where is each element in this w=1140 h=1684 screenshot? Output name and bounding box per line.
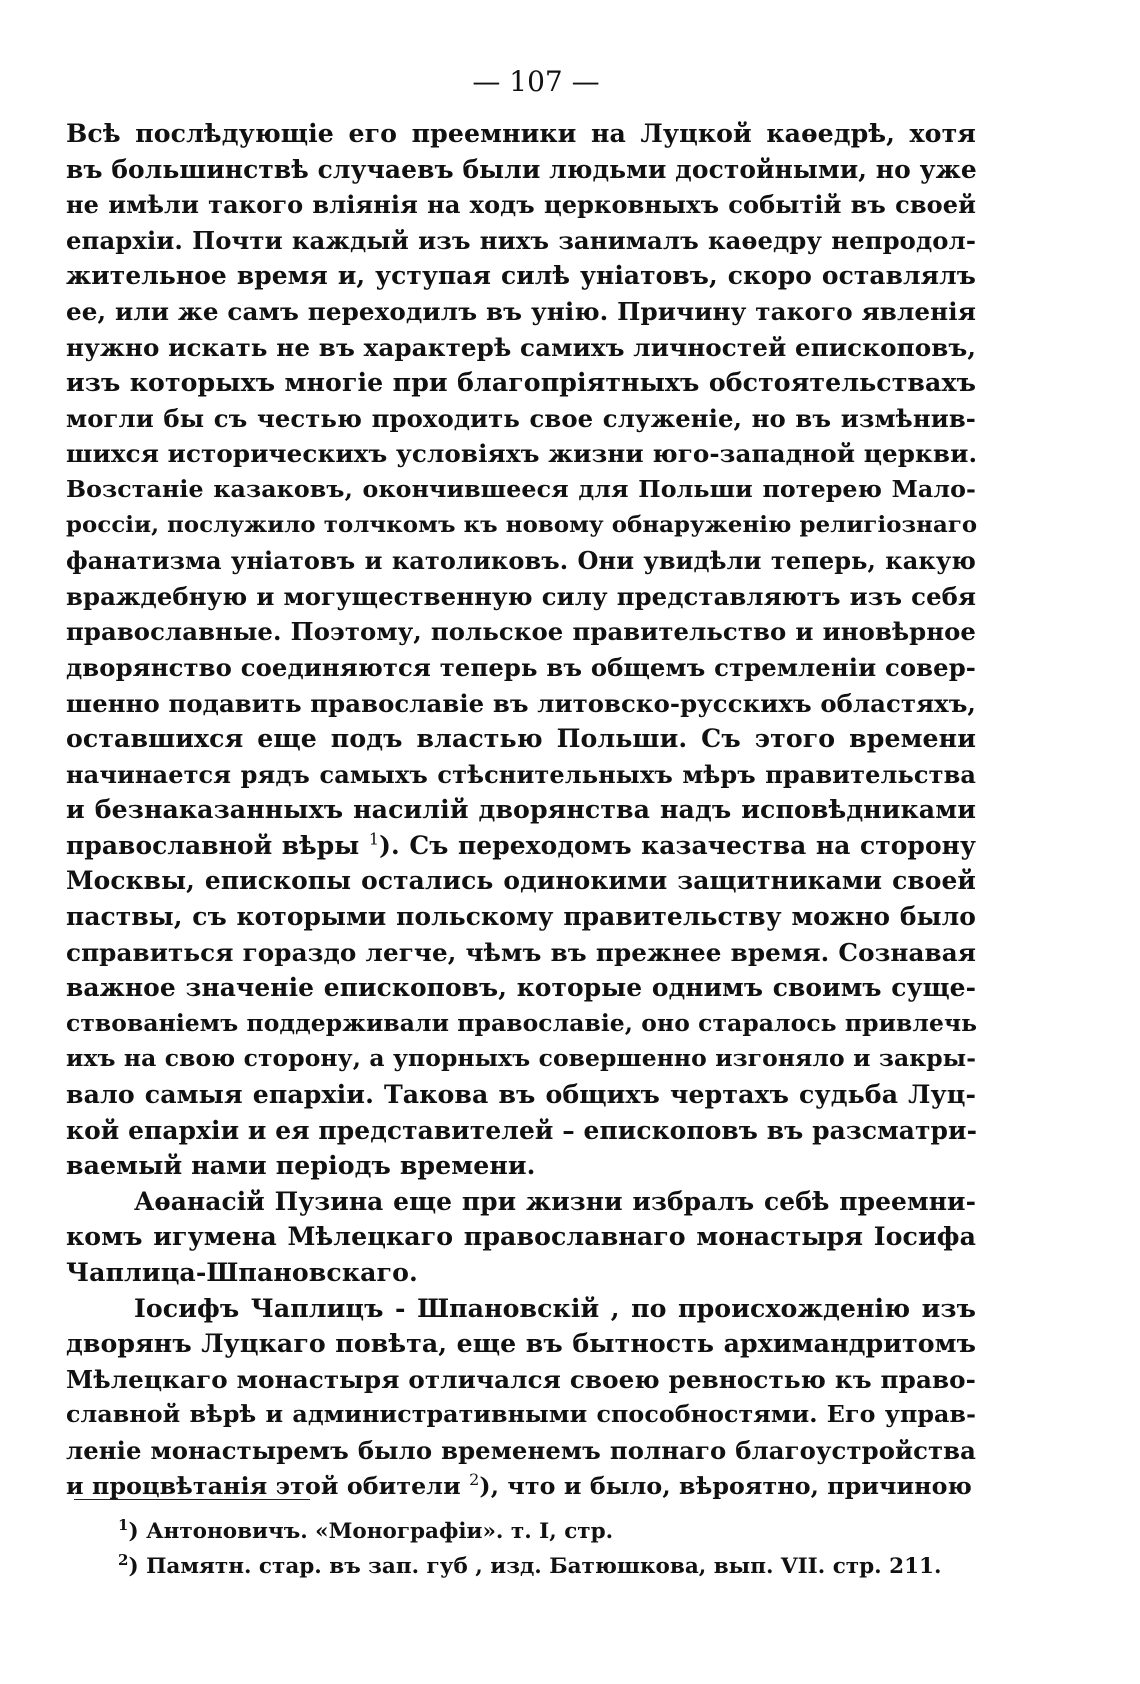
text-line: изъ которыхъ многіе при благопріятныхъ обстоятельствахъ xyxy=(66,367,976,398)
paragraph xyxy=(66,116,976,1184)
footnote xyxy=(118,1549,978,1584)
footnote-text: ) Антоновичъ. «Монографіи». т. I, стр. xyxy=(128,1519,614,1544)
line-text: православной вѣры xyxy=(66,830,360,860)
text-line: славной вѣрѣ и административными способностями. Его управ- xyxy=(66,1400,976,1429)
footnote-text: ) Памятн. стар. въ зап. губ , изд. Батюшкова, вып. VII. стр. 211. xyxy=(128,1554,942,1579)
document-page xyxy=(66,62,976,1504)
footnote-mark: 2 xyxy=(118,1550,129,1569)
text-line: шенно подавить православіе въ литовско-русскихъ областяхъ, xyxy=(66,688,976,718)
text-line: россіи, послужило толчкомъ къ новому обнаруженію религіознаго xyxy=(66,511,978,538)
text-line: могли бы съ честью проходить свое служеніе, но въ измѣнив- xyxy=(66,403,976,433)
text-line xyxy=(66,828,976,864)
text-line: дворянство соединяются теперь въ общемъ стремленіи совер- xyxy=(66,652,976,682)
text-line: Аѳанасій Пузина еще при жизни избралъ себѣ преемни- xyxy=(134,1186,976,1216)
text-line: Всѣ послѣдующіе его преемники на Луцкой каѳедрѣ, хотя xyxy=(66,118,976,148)
paragraph xyxy=(66,1291,976,1505)
text-line: комъ игумена Мѣлецкаго православнаго монастыря Іосифа xyxy=(66,1221,976,1252)
line-text: и процвѣтанія этой обители xyxy=(66,1471,461,1500)
text-line: православные. Поэтому, польское правительство и иновѣрное xyxy=(66,617,976,647)
text-line: паствы, съ которыми польскому правительству можно было xyxy=(66,902,976,932)
text-line: Іосифъ Чаплицъ - Шпановскій , по происхожденію изъ xyxy=(134,1292,976,1323)
line-text: ). Съ переходомъ казачества на сторону xyxy=(379,830,976,860)
text-line: ихъ на свою сторону, а упорныхъ совершенно изгоняло и закры- xyxy=(66,1044,976,1073)
text-line: начинается рядъ самыхъ стѣснительныхъ мѣръ правительства xyxy=(66,759,976,789)
text-line: Возстаніе казаковъ, окончившееся для Польши потерею Мало- xyxy=(66,474,976,503)
footnote-reference: 2 xyxy=(469,1469,480,1489)
text-line: оставшихся еще подъ властью Польши. Съ этого времени xyxy=(66,723,976,754)
line-text: ), что и было, вѣроятно, причиною xyxy=(479,1471,972,1500)
text-line: не имѣли такого вліянія на ходъ церковныхъ событій въ своей xyxy=(66,190,976,220)
text-line: кой епархіи и ея представителей – епископовъ въ разсматри- xyxy=(66,1115,978,1145)
footnote xyxy=(118,1514,978,1549)
text-line: леніе монастыремъ было временемъ полнаго благоустройства xyxy=(66,1435,976,1465)
text-line: ее, или же самъ переходилъ въ унію. Причину такого явленія xyxy=(66,296,976,326)
text-line: справиться гораздо легче, чѣмъ въ прежнее время. Сознавая xyxy=(66,937,976,967)
footnote-reference: 1 xyxy=(368,829,380,849)
text-line: дворянъ Луцкаго повѣта, еще въ бытность архимандритомъ xyxy=(66,1328,976,1359)
text-line: вало самыя епархіи. Такова въ общихъ чертахъ судьба Луц- xyxy=(66,1079,976,1110)
text-line: Чаплица-Шпановскаго. xyxy=(66,1257,418,1287)
footnote-mark: 1 xyxy=(118,1515,129,1534)
text-line: важное значеніе епископовъ, которые однимъ своимъ суще- xyxy=(66,973,976,1003)
text-line: Мѣлецкаго монастыря отличался своею ревностью къ право- xyxy=(66,1364,976,1394)
text-line: шихся историческихъ условіяхъ жизни юго-западной церкви. xyxy=(66,439,978,469)
page-number: — 107 — xyxy=(472,65,600,98)
text-line: жительное время и, уступая силѣ уніатовъ, скоро оставлялъ xyxy=(66,261,976,291)
text-line: и безнаказанныхъ насилій дворянства надъ исповѣдниками xyxy=(66,794,976,825)
footnote-divider xyxy=(74,1499,310,1500)
text-line: фанатизма уніатовъ и католиковъ. Они увидѣли теперь, какую xyxy=(66,546,976,576)
text-line: нужно искать не въ характерѣ самихъ личностей епископовъ, xyxy=(66,332,977,362)
paragraph xyxy=(66,1184,976,1291)
footnotes xyxy=(118,1514,978,1584)
text-line: враждебную и могущественную силу представляютъ изъ себя xyxy=(66,581,976,611)
text-line: Москвы, епископы остались одинокими защитниками своей xyxy=(66,866,976,896)
text-line: епархіи. Почти каждый изъ нихъ занималъ каѳедру непродол- xyxy=(66,225,976,255)
text-line: ваемый нами періодъ времени. xyxy=(66,1150,536,1181)
body-text xyxy=(66,116,976,1504)
text-line: въ большинствѣ случаевъ были людьми достойными, но уже xyxy=(66,154,977,184)
text-line: ствованіемъ поддерживали православіе, оно старалось привлечь xyxy=(66,1008,978,1037)
